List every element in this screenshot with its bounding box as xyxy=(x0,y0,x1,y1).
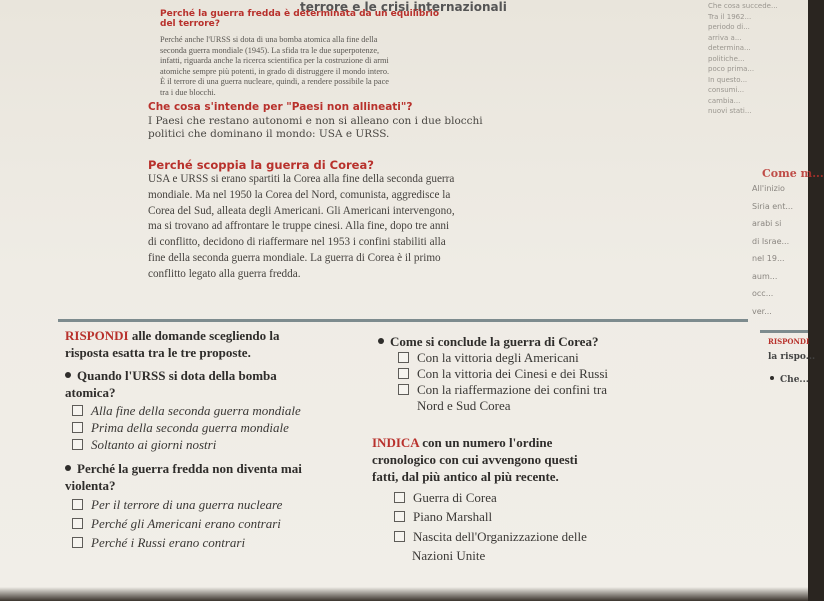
bullet-icon xyxy=(770,376,774,380)
number-box-icon[interactable] xyxy=(394,511,405,522)
section1-question-line1: Perché la guerra fredda è determinata da un equilibrio xyxy=(160,9,440,19)
number-box-icon[interactable] xyxy=(394,531,405,542)
right-column-top-line: Che cosa succede... xyxy=(708,2,778,10)
checkbox-icon[interactable] xyxy=(72,422,83,433)
right-exercise-instruction: RISPONDI xyxy=(768,337,810,346)
checkbox-icon[interactable] xyxy=(72,439,83,450)
question3-option-1[interactable]: Con la vittoria degli Americani xyxy=(398,350,579,366)
checkbox-icon[interactable] xyxy=(72,518,83,529)
question1-option-1[interactable]: Alla fine della seconda guerra mondiale xyxy=(72,403,301,419)
paragraph1-line: tra i due blocchi. xyxy=(160,87,216,97)
number-box-icon[interactable] xyxy=(394,492,405,503)
checkbox-icon[interactable] xyxy=(398,384,409,395)
question2-line1: Perché la guerra fredda non diventa mai xyxy=(65,460,302,477)
right-exercise-line: la rispo... xyxy=(768,352,816,362)
section2-question: Che cosa s'intende per "Paesi non allineati"? xyxy=(148,101,413,113)
right-column-top-line: consumi... xyxy=(708,86,745,94)
question3-option-3-line2: Nord e Sud Corea xyxy=(417,398,511,413)
question2-option-1[interactable]: Per il terrore di una guerra nucleare xyxy=(72,497,282,513)
right-column-line: arabi si xyxy=(752,219,782,228)
bullet-icon xyxy=(65,372,71,378)
question2-option-2[interactable]: Perché gli Americani erano contrari xyxy=(72,516,281,532)
checkbox-icon[interactable] xyxy=(72,405,83,416)
checkbox-icon[interactable] xyxy=(72,537,83,548)
right-column-line: occ... xyxy=(752,289,774,298)
right-column-heading: Come m... xyxy=(762,167,824,180)
section3-line: Corea del Sud, alleata degli Americani. Gli Americani intervengono, xyxy=(148,204,455,217)
event-3-line2: Nazioni Unite xyxy=(412,548,486,563)
question1-line1: Quando l'URSS si dota della bomba xyxy=(65,367,277,384)
right-column-line: nel 19... xyxy=(752,254,785,263)
exercise-instruction-line1: RISPONDI alle domande scegliendo la xyxy=(65,328,280,343)
right-column-top-line: poco prima... xyxy=(708,65,755,73)
section2-answer-line2: politici che dominano il mondo: USA e URSS. xyxy=(148,128,390,140)
right-column-line: ver... xyxy=(752,306,772,316)
question1-option-3[interactable]: Soltanto ai giorni nostri xyxy=(72,437,216,453)
page-top-title: terrore e le crisi internazionali xyxy=(300,0,507,14)
paragraph1-line: È il terrore di una guerra nucleare, quindi, a rendere possibile la pace xyxy=(160,77,389,86)
right-column-top-line: periodo di... xyxy=(708,23,750,31)
paragraph1-line: atomiche sempre più potenti, in grado di distruggere il mondo intero. xyxy=(160,66,390,76)
paragraph1-line: Perché anche l'URSS si dota di una bomba atomica alla fine della xyxy=(160,35,378,44)
right-column-top-line: nuovi stati... xyxy=(708,107,752,115)
divider-line-right xyxy=(760,330,808,333)
paragraph1-line: seconda guerra mondiale (1945). La sfida tra le due superpotenze, xyxy=(160,45,380,55)
right-column-line: di Israe... xyxy=(752,236,790,246)
section1-question-line2: del terrore? xyxy=(160,19,220,29)
question2-line2: violenta? xyxy=(65,478,116,493)
section3-line: fine della seconda guerra mondiale. La guerra di Corea è il primo xyxy=(148,252,441,264)
right-exercise-question: Che... xyxy=(770,375,809,385)
event-3[interactable]: Nascita dell'Organizzazione delle xyxy=(394,529,587,545)
question3: Come si conclude la guerra di Corea? xyxy=(378,333,598,350)
section3-question: Perché scoppia la guerra di Corea? xyxy=(148,158,374,172)
question1-option-2[interactable]: Prima della seconda guerra mondiale xyxy=(72,420,289,436)
question2-option-3[interactable]: Perché i Russi erano contrari xyxy=(72,535,245,551)
right-column-top-line: In questo... xyxy=(708,75,748,84)
bullet-icon xyxy=(378,338,384,344)
indica-instruction-line2: cronologico con cui avvengono questi xyxy=(372,452,578,467)
question3-option-2[interactable]: Con la vittoria dei Cinesi e dei Russi xyxy=(398,366,608,382)
question1-line2: atomica? xyxy=(65,385,116,400)
right-column-top-line: politiche... xyxy=(708,54,745,63)
right-column-top-line: determina... xyxy=(708,44,751,52)
right-column-top-line: Tra il 1962... xyxy=(708,12,752,21)
right-column-top-line: arriva a... xyxy=(708,33,742,42)
checkbox-icon[interactable] xyxy=(72,499,83,510)
indica-instruction-line1: INDICA con un numero l'ordine xyxy=(372,435,553,450)
question3-option-3[interactable]: Con la riaffermazione dei confini tra xyxy=(398,382,607,398)
right-column-line: Siria ent... xyxy=(752,201,794,211)
event-1[interactable]: Guerra di Corea xyxy=(394,490,497,506)
event-2[interactable]: Piano Marshall xyxy=(394,509,492,525)
right-column-top-line: cambia... xyxy=(708,96,741,105)
indica-instruction-line3: fatti, dal più antico al più recente. xyxy=(372,469,559,484)
right-column-line: aum... xyxy=(752,271,778,281)
section3-line: mondiale. Ma nel 1950 la Corea del Nord, comunista, aggredisce la xyxy=(148,188,451,201)
exercise-instruction-line2: risposta esatta tra le tre proposte. xyxy=(65,345,251,360)
section3-line: USA e URSS si erano spartiti la Corea alla fine della seconda guerra xyxy=(148,173,455,185)
section2-answer-line1: I Paesi che restano autonomi e non si alleano con i due blocchi xyxy=(148,115,483,127)
section3-line: di conflitto, decidono di riaffermare nel 1953 i confini stabiliti alla xyxy=(148,236,446,249)
bullet-icon xyxy=(65,465,71,471)
checkbox-icon[interactable] xyxy=(398,368,409,379)
checkbox-icon[interactable] xyxy=(398,352,409,363)
divider-line xyxy=(58,319,748,322)
paragraph1-line: infatti, riguarda anche la ricerca scientifica per la costruzione di armi xyxy=(160,56,389,65)
section3-line: ma si trovano ad affrontare le truppe cinesi. Alla fine, dopo tre anni xyxy=(148,220,450,233)
right-column-line: All'inizio xyxy=(752,184,785,193)
section3-line: conflitto legato alla guerra fredda. xyxy=(148,267,301,280)
